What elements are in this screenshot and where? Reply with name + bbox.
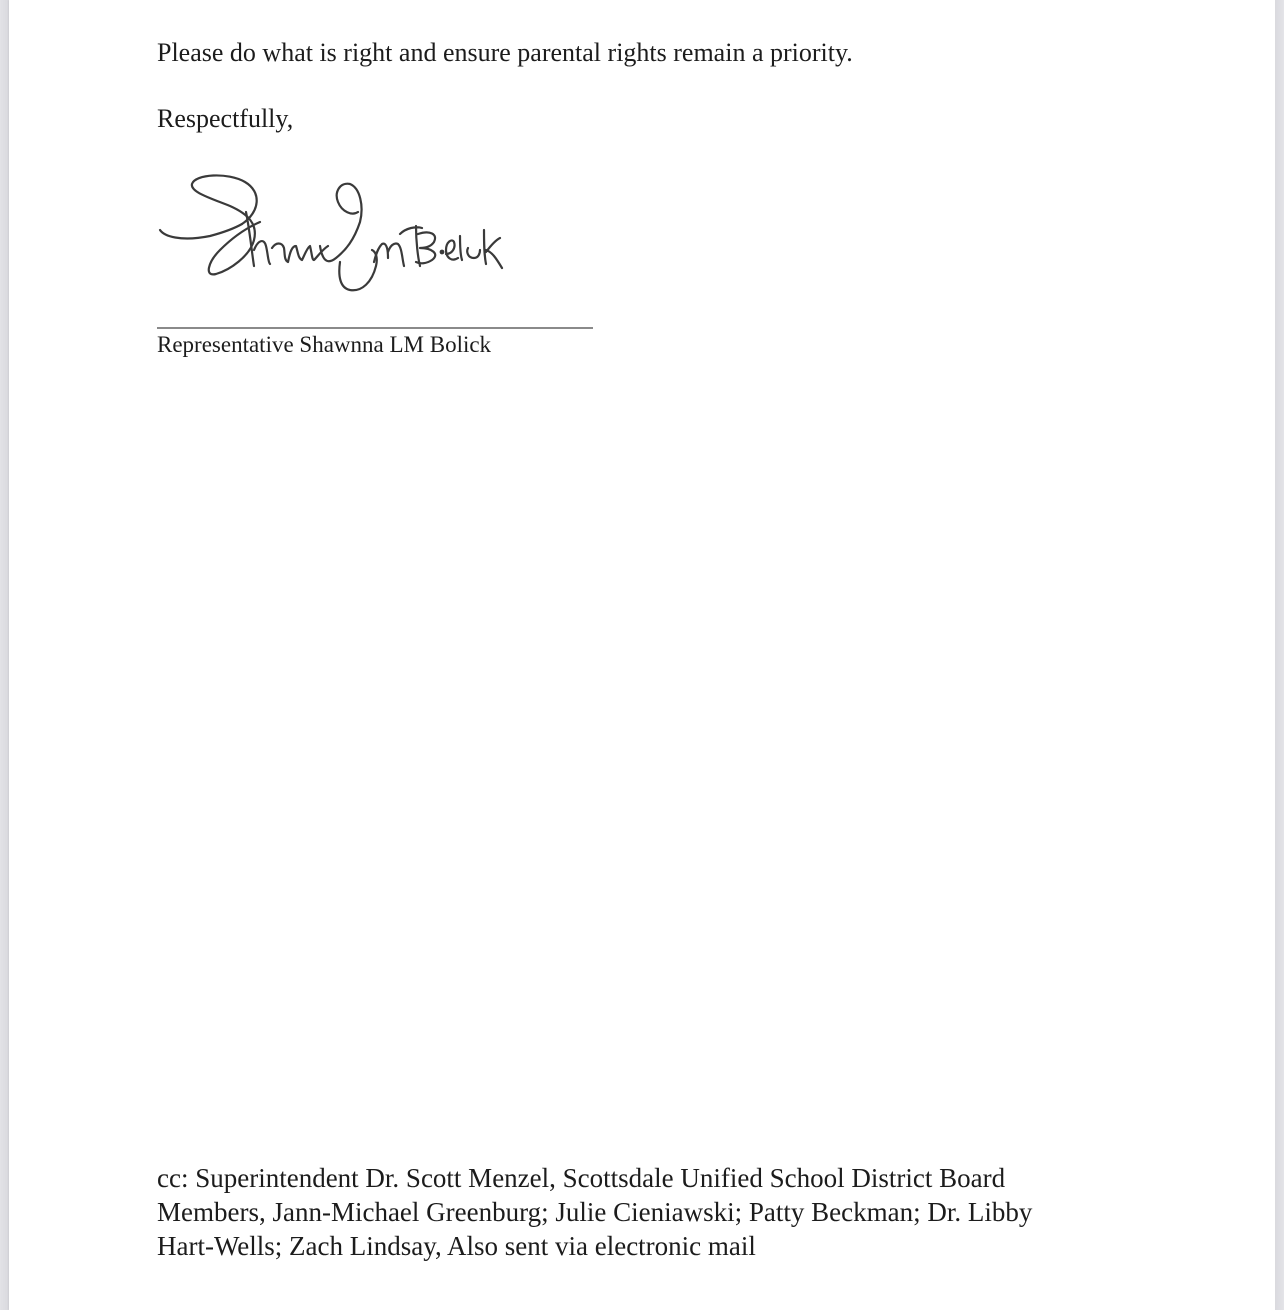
signature-stroke-s xyxy=(192,175,260,274)
cc-list xyxy=(157,1161,1157,1263)
signature-line xyxy=(157,327,593,329)
signature-stroke-tail xyxy=(160,224,242,238)
signature-stroke-hawn xyxy=(246,212,328,266)
signer-name: Representative Shawnna LM Bolick xyxy=(157,332,492,357)
document-page xyxy=(9,0,1275,1310)
cc-line: Members, Jann-Michael Greenburg; Julie Cieniawski; Patty Beckman; Dr. Libby xyxy=(157,1197,1033,1227)
cc-line: Hart-Wells; Zach Lindsay, Also sent via electronic mail xyxy=(157,1231,756,1261)
signature-stroke-m xyxy=(374,243,404,266)
cc-line: cc: Superintendent Dr. Scott Menzel, Scottsdale Unified School District Board xyxy=(157,1163,1006,1193)
handwritten-signature xyxy=(150,162,530,302)
signature-stroke-y xyxy=(320,184,377,291)
closing-paragraph: Please do what is right and ensure parental rights remain a priority. xyxy=(157,38,853,67)
viewer-right-margin xyxy=(1275,0,1284,1310)
signature-stroke-b xyxy=(400,226,435,266)
salutation: Respectfully, xyxy=(157,104,294,133)
viewer-left-margin xyxy=(0,0,9,1310)
signature-stroke-lick xyxy=(446,230,502,268)
signature-dot xyxy=(440,250,445,255)
